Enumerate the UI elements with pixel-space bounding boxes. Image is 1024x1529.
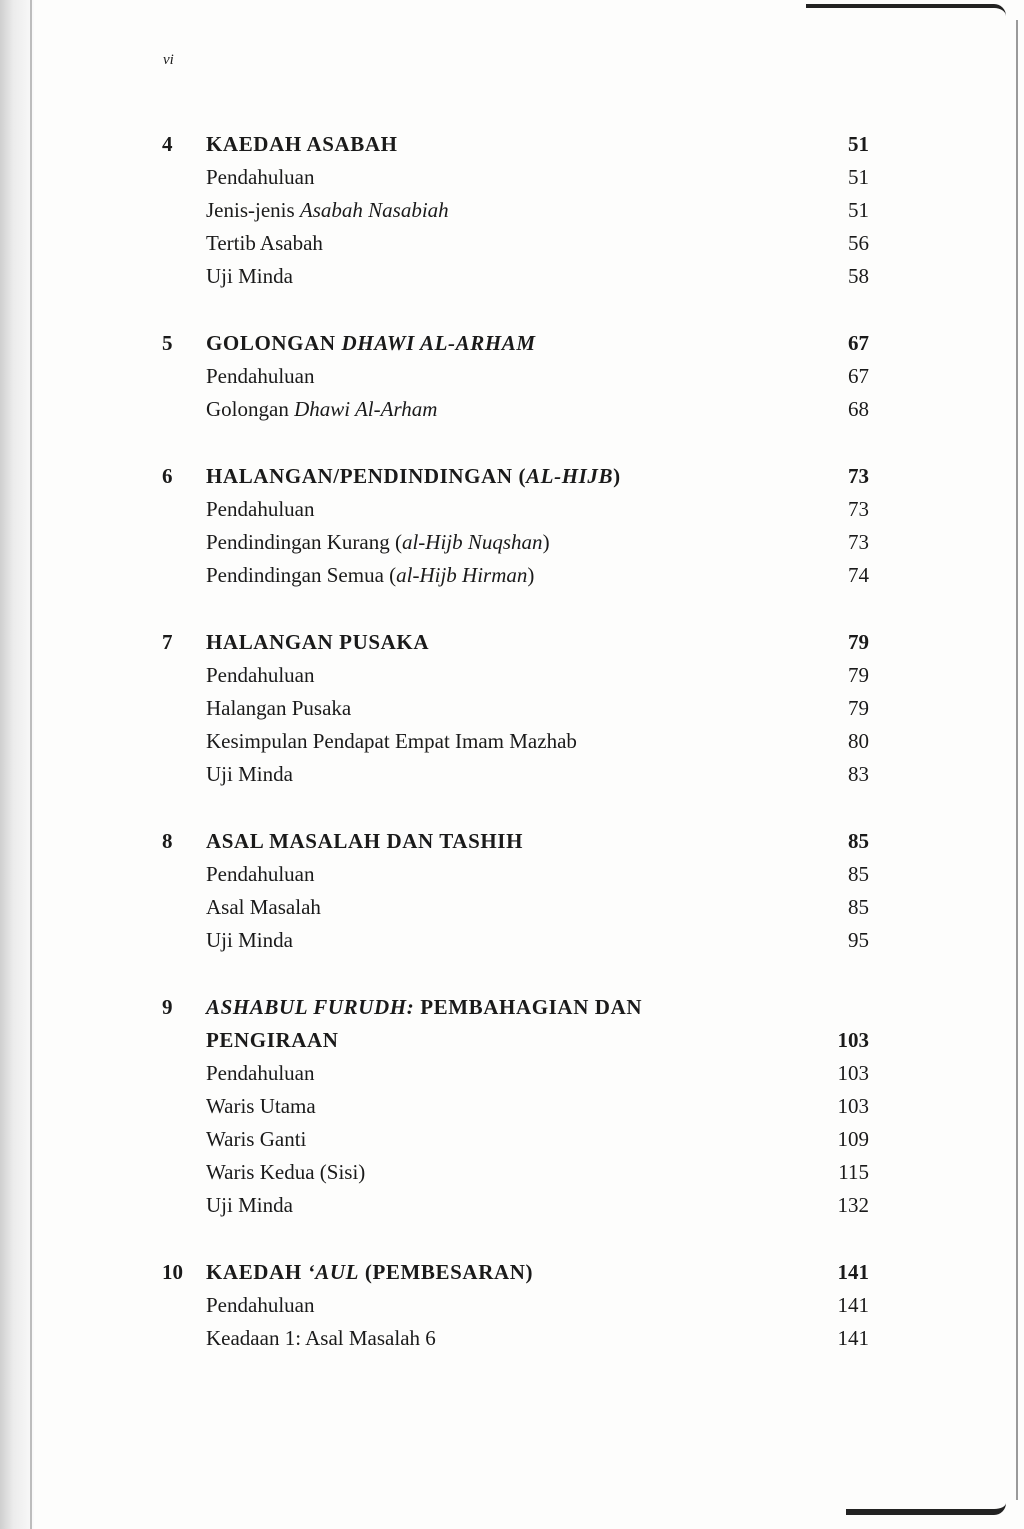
title-part: HALANGAN PUSAKA [206,630,430,654]
title-part: Uji Minda [206,1193,293,1217]
page-corner-top [806,4,1006,16]
toc-entry-title [206,924,293,957]
toc-entry [0,725,1024,758]
toc-entry-title [206,858,314,891]
toc-entry-title [206,1057,314,1090]
chapter-page-number: 103 [837,1028,869,1052]
toc-entry [0,659,1024,692]
title-part: Jenis-jenis [206,198,300,222]
toc-entry-page: 73 [848,497,869,521]
title-part: Halangan Pusaka [206,696,352,720]
title-part: Uji Minda [206,762,293,786]
toc-entry-title [206,194,449,227]
toc-entry [0,1156,1024,1189]
toc-entry-page: 80 [848,729,869,753]
toc-entry-title [206,559,534,592]
toc-entry-title [206,1322,436,1355]
title-part: ) [542,530,550,554]
chapter-section [0,825,1024,957]
toc-entry [0,1123,1024,1156]
chapter-section [0,991,1024,1222]
toc-entry-title [206,260,293,293]
toc-entry-page: 74 [848,563,869,587]
title-italic-part: ‘AUL [307,1260,360,1284]
title-part: KAEDAH [206,1260,308,1284]
chapter-section [0,460,1024,592]
chapter-number: 9 [162,995,173,1019]
title-part: Waris Utama [206,1094,316,1118]
toc-entry-page: 141 [837,1326,869,1350]
title-part: Waris Kedua (Sisi) [206,1160,366,1184]
title-part: Pendindingan Kurang ( [206,530,402,554]
toc-entry [0,393,1024,426]
chapter-number: 7 [162,630,173,654]
toc-entry [0,161,1024,194]
chapter-number: 5 [162,331,173,355]
toc-entry [0,924,1024,957]
title-part: HALANGAN/PENDINDINGAN ( [206,464,527,488]
toc-entry [0,227,1024,260]
toc-entry-title [206,493,314,526]
title-part: Pendahuluan [206,862,315,886]
toc-entry [0,360,1024,393]
title-italic-part: AL-HIJB [526,464,614,488]
chapter-page-number: 67 [848,331,869,355]
toc-entry-title [206,659,314,692]
chapter-heading [0,460,1024,493]
toc-entry-page: 115 [838,1160,869,1184]
chapter-heading [0,1256,1024,1289]
chapter-title [206,991,642,1024]
title-part: KAEDAH ASABAH [206,132,398,156]
toc-entry-title [206,725,577,758]
toc-entry-page: 73 [848,530,869,554]
toc-entry-page: 141 [837,1293,869,1317]
chapter-page-number: 79 [848,630,869,654]
chapter-number: 4 [162,132,173,156]
title-italic-part: Asabah Nasabiah [299,198,449,222]
chapter-title [206,128,398,161]
page-number: vi [163,52,174,68]
toc-entry-page: 109 [837,1127,869,1151]
toc-entry-title [206,891,321,924]
chapter-title [206,327,536,360]
toc-entry-title [206,526,550,559]
title-part: Pendahuluan [206,663,315,687]
toc-entry-page: 51 [848,165,869,189]
chapter-number: 8 [162,829,173,853]
title-part: ) [527,563,535,587]
toc-entry [0,260,1024,293]
chapter-heading [0,327,1024,360]
title-part: Golongan [206,397,295,421]
chapter-title [206,460,621,493]
toc-entry-title [206,1156,365,1189]
toc-entry-page: 132 [837,1193,869,1217]
title-part: Pendahuluan [206,497,315,521]
title-part: Tertib Asabah [206,231,323,255]
toc-entry [0,1322,1024,1355]
chapter-heading [0,128,1024,161]
title-part: Pendahuluan [206,165,315,189]
chapter-section [0,1256,1024,1355]
toc-entry-page: 95 [848,928,869,952]
title-part: ) [613,464,621,488]
toc-entry-page: 67 [848,364,869,388]
title-part: Uji Minda [206,264,293,288]
toc-entry-page: 51 [848,198,869,222]
toc-entry [0,1189,1024,1222]
chapter-heading [0,626,1024,659]
title-part: (PEMBESARAN) [359,1260,534,1284]
toc-entry-page: 85 [848,862,869,886]
title-part: Pendahuluan [206,1293,315,1317]
toc-entry-page: 56 [848,231,869,255]
chapter-page-number: 85 [848,829,869,853]
table-of-contents [0,128,1024,1389]
title-part: GOLONGAN [206,331,342,355]
title-italic-part: Dhawi Al-Arham [294,397,438,421]
chapter-heading [0,991,1024,1024]
title-part: Waris Ganti [206,1127,307,1151]
title-part: Pendahuluan [206,364,315,388]
toc-entry-title [206,1289,314,1322]
toc-entry-page: 58 [848,264,869,288]
toc-entry-page: 103 [837,1094,869,1118]
title-part: Uji Minda [206,928,293,952]
chapter-heading [0,825,1024,858]
toc-entry-title [206,360,314,393]
title-italic-part: DHAWI AL-ARHAM [341,331,536,355]
toc-entry [0,858,1024,891]
chapter-heading-continued [0,1024,1024,1057]
toc-entry [0,526,1024,559]
toc-entry-title [206,758,293,791]
chapter-section [0,327,1024,426]
title-part: Asal Masalah [206,895,321,919]
toc-entry-page: 85 [848,895,869,919]
toc-entry-page: 79 [848,663,869,687]
toc-entry [0,1057,1024,1090]
chapter-section [0,128,1024,293]
title-italic-part: ASHABUL FURUDH: [206,995,415,1019]
toc-entry-title [206,692,351,725]
toc-entry-title [206,1090,316,1123]
title-italic-part: al-Hijb Nuqshan [401,530,543,554]
toc-entry [0,493,1024,526]
chapter-title [206,825,523,858]
toc-entry [0,194,1024,227]
title-part: Pendahuluan [206,1061,315,1085]
chapter-title [206,626,429,659]
toc-entry [0,758,1024,791]
chapter-page-number: 73 [848,464,869,488]
toc-entry-title [206,161,314,194]
chapter-number: 6 [162,464,173,488]
chapter-title-line2: PENGIRAAN [206,1028,339,1052]
title-part: Pendindingan Semua ( [206,563,397,587]
toc-entry [0,1289,1024,1322]
title-italic-part: al-Hijb Hirman [396,563,528,587]
page-corner-bottom [846,1499,1006,1515]
toc-entry-page: 68 [848,397,869,421]
toc-entry [0,559,1024,592]
toc-entry [0,1090,1024,1123]
toc-entry-title [206,227,323,260]
toc-entry [0,692,1024,725]
chapter-title [206,1256,533,1289]
title-part: PEMBAHAGIAN DAN [414,995,643,1019]
toc-entry-page: 83 [848,762,869,786]
chapter-page-number: 51 [848,132,869,156]
title-part: ASAL MASALAH DAN TASHIH [206,829,523,853]
title-part: Kesimpulan Pendapat Empat Imam Mazhab [206,729,577,753]
chapter-section [0,626,1024,791]
toc-entry-title [206,393,437,426]
chapter-page-number: 141 [837,1260,869,1284]
toc-entry-page: 103 [837,1061,869,1085]
title-part: Keadaan 1: Asal Masalah 6 [206,1326,436,1350]
toc-entry [0,891,1024,924]
chapter-number: 10 [162,1260,183,1284]
toc-entry-title [206,1189,293,1222]
toc-entry-page: 79 [848,696,869,720]
toc-entry-title [206,1123,306,1156]
